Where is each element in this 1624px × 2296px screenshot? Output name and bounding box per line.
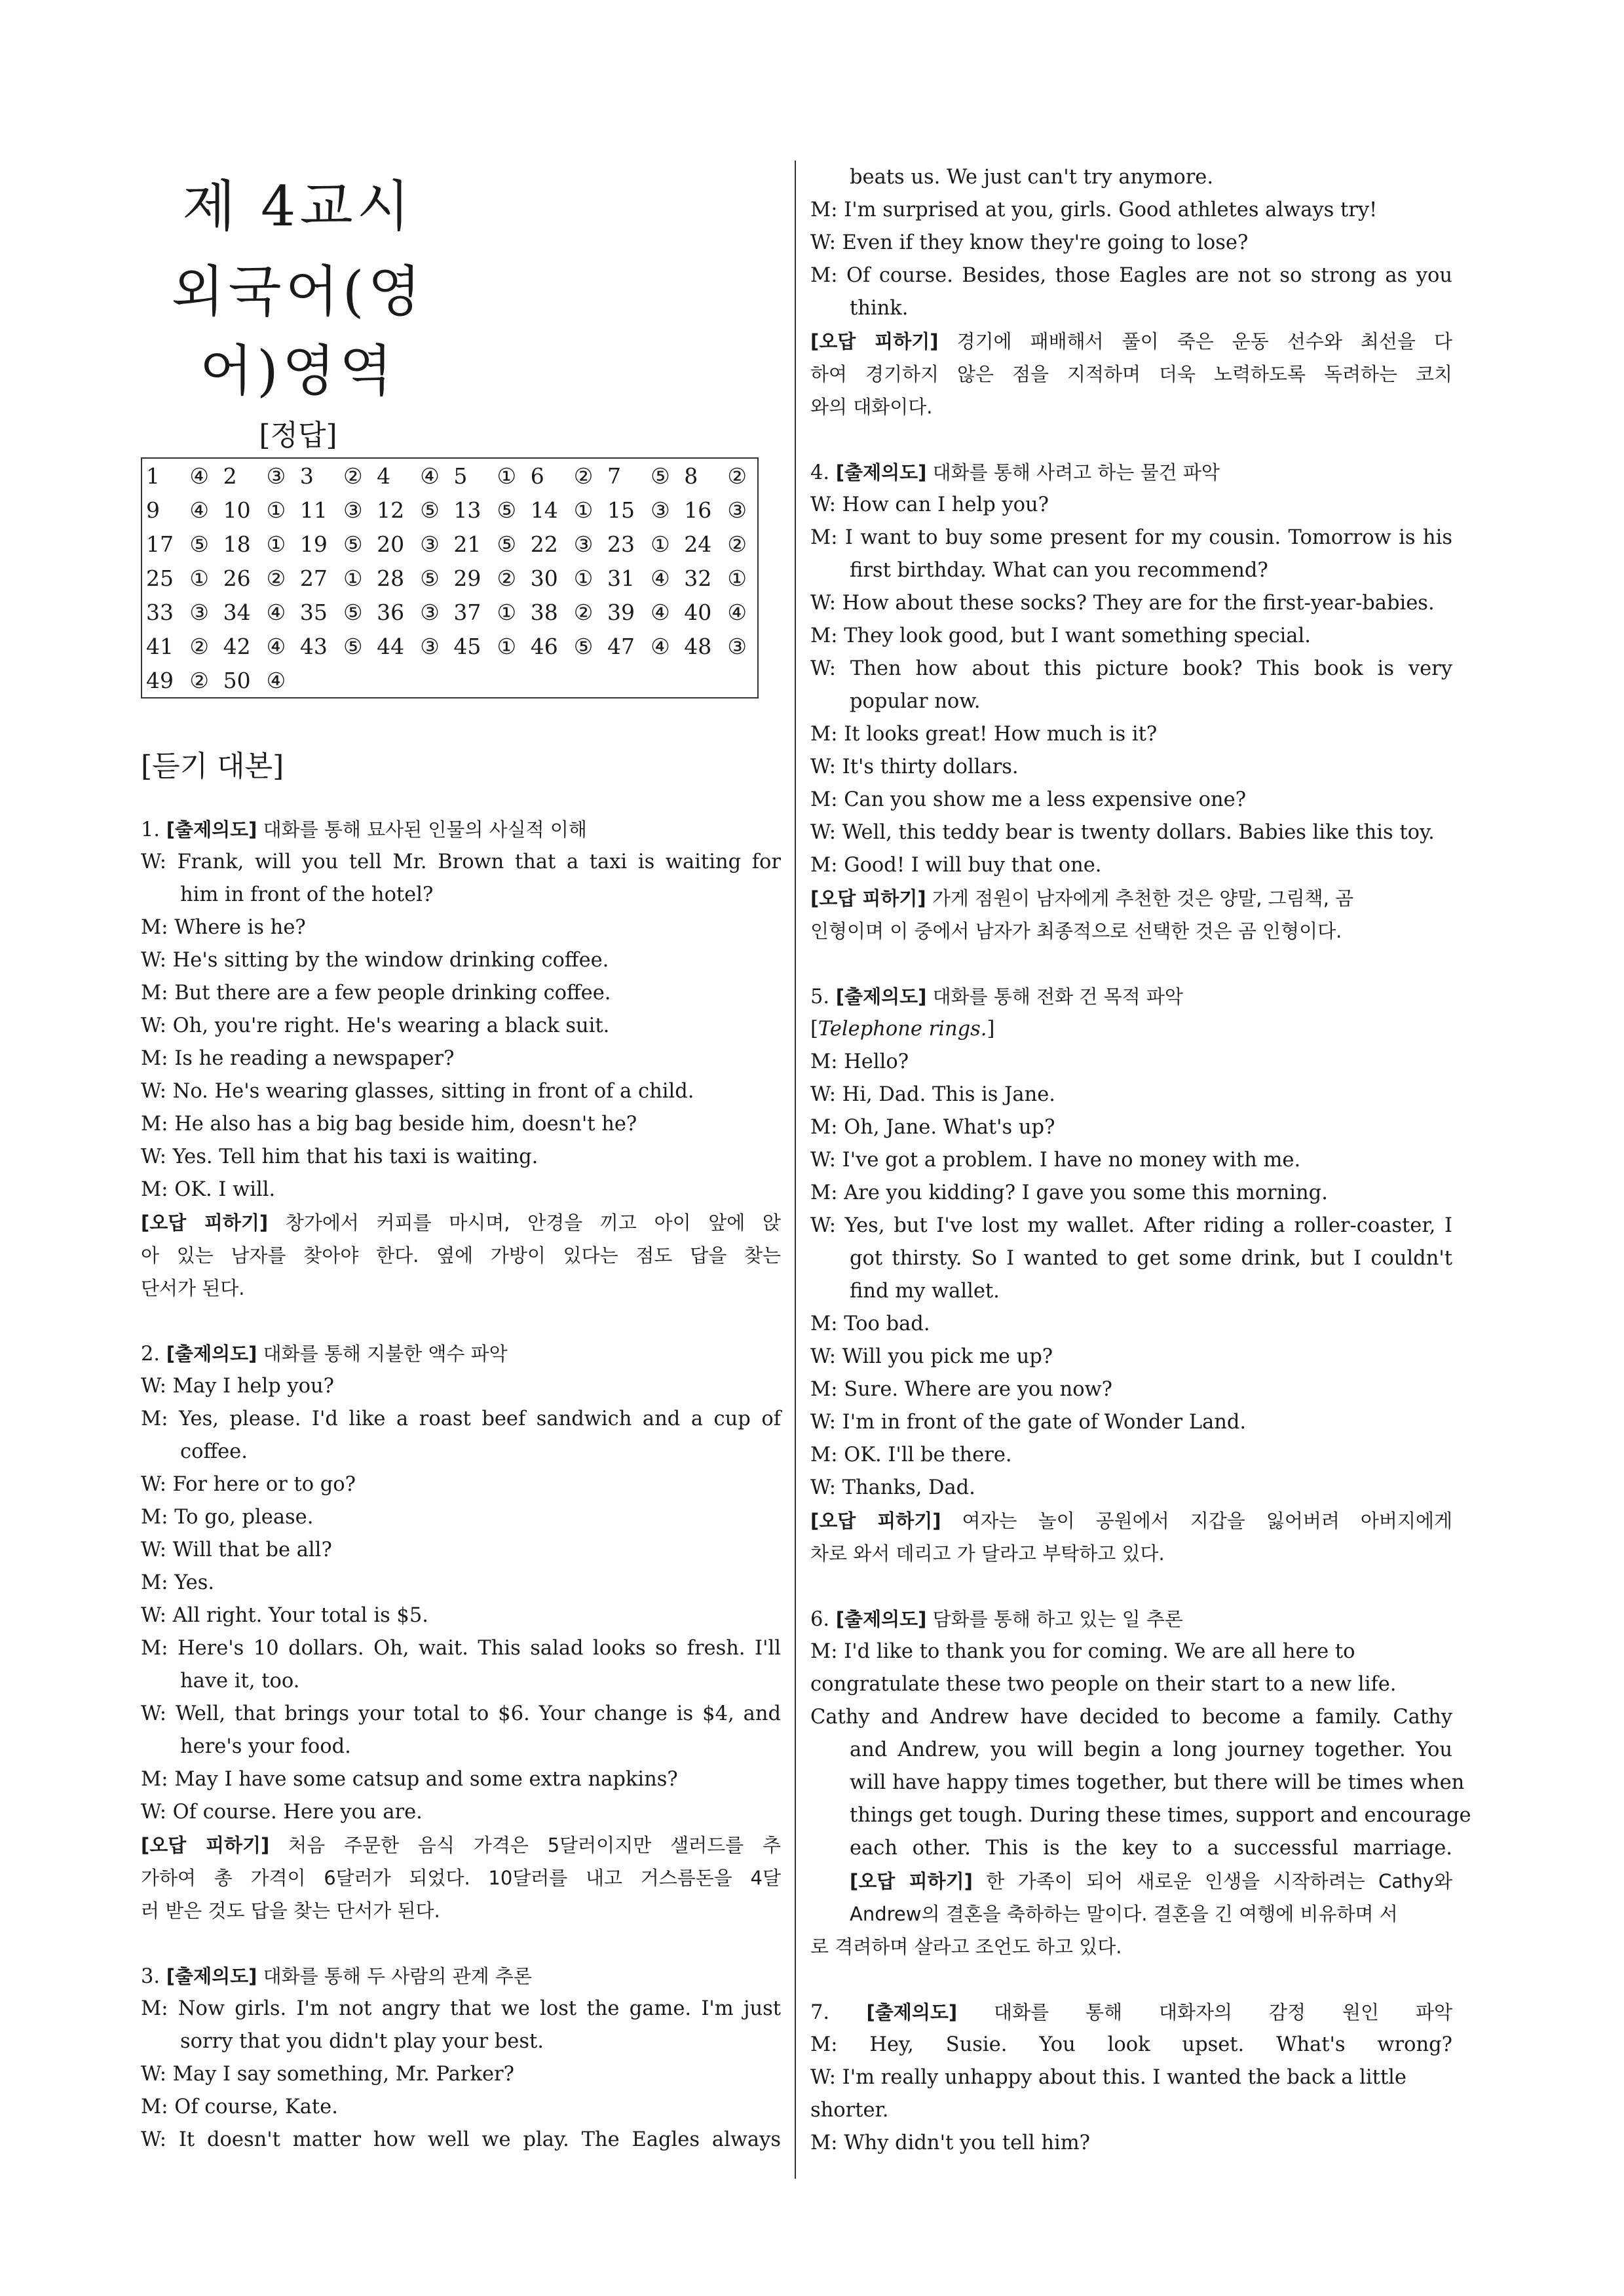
answer-row [142,663,758,698]
answer-row [142,629,758,663]
question-heading: 7. [출제의도] 대화를 통해 대화자의 감정 원인 파악 [810,2001,1452,2024]
script-line: M: Hey, Susie. You look upset. What's wrong? [810,2033,1452,2056]
question-number [373,663,417,698]
question-number: 40 [684,599,712,625]
question-number: 19 [299,531,328,557]
tag-label: [출제의도] [835,1608,927,1630]
question-number: 21 [453,531,482,557]
explanation-line: [오답 피하기] 경기에 패배해서 풀이 죽은 운동 선수와 최선을 다 [810,330,1452,353]
question-number: 22 [530,531,558,557]
question-number: 12 [377,497,405,523]
answer-choice: ② [727,531,747,557]
question-number: 50 [223,667,251,693]
answer-row [142,595,758,629]
script-line: M: Of course, Kate. [141,2095,338,2118]
answer-choice: ⑤ [343,633,363,659]
script-line: M: They look good, but I want something special. [810,624,1311,647]
script-line: W: Oh, you're right. He's wearing a black suit. [141,1014,610,1037]
question-number: 8 [684,463,698,489]
tag-label: [오답 피하기] [141,1212,269,1234]
script-line: W: Then how about this picture book? This book is very [810,657,1452,680]
question-number: 35 [299,599,328,625]
question-number: 25 [146,565,174,591]
script-line: M: Good! I will buy that one. [810,854,1102,877]
answer-choice [341,663,373,698]
answer-choice: ⑤ [420,497,440,523]
answer-choice: ④ [651,599,670,625]
script-line: M: Of course. Besides, those Eagles are not so strong as you [810,264,1452,287]
script-line: 단서가 된다. [141,1277,245,1299]
script-line: W: Well, that brings your total to $6. Your change is $4, and [141,1702,781,1725]
answer-choice: ③ [420,599,440,625]
answer-choice: ② [497,565,517,591]
script-line: each other. This is the key to a successful marriage. [850,1837,1452,1860]
answer-row [142,561,758,595]
answer-choice: ④ [266,667,286,693]
tag-label: [오답 피하기] [850,1870,973,1892]
script-line: will have happy times together, but there will be times when [850,1771,1465,1794]
answer-choice: ① [573,497,594,523]
script-line: and Andrew, you will begin a long journey together. You [850,1738,1452,1761]
script-line: M: Oh, Jane. What's up? [810,1116,1055,1139]
answer-choice: ② [189,633,209,659]
script-line: Cathy and Andrew have decided to become a family. Cathy [810,1706,1452,1729]
script-line: W: Hi, Dad. This is Jane. [810,1083,1055,1106]
answer-choice: ④ [420,463,440,489]
answer-choice: ⑤ [497,497,517,523]
script-line: 인형이며 이 중에서 남자가 최종적으로 선택한 것은 곰 인형이다. [810,920,1342,942]
answer-choice: ④ [727,599,747,625]
answer-choice: ④ [651,633,670,659]
spacer [810,1570,1452,1603]
answer-choice: ③ [727,497,747,523]
script-line: W: Thanks, Dad. [810,1476,975,1499]
answer-choice: ④ [651,565,670,591]
question-number: 6 [530,463,544,489]
script-line: M: It looks great! How much is it? [810,723,1158,746]
title-subject: 외국어(영어)영역 [171,259,425,403]
script-line: 하여 경기하지 않은 점을 지적하며 더욱 노력하도록 독려하는 코치 [810,363,1452,385]
script-line: M: Sure. Where are you now? [810,1378,1113,1401]
question-number: 38 [530,599,558,625]
spacer [141,1927,781,1960]
answer-choice: ① [497,599,517,625]
question-number: 13 [453,497,482,523]
script-line: W: I'm really unhappy about this. I wanted the back a little [810,2066,1407,2089]
script-line: W: Will that be all? [141,1539,332,1561]
tag-label: [오답 피하기] [141,1834,270,1856]
question-number [680,663,725,698]
answer-choice: ② [343,463,363,489]
script-line: [Telephone rings.] [810,1018,995,1041]
script-line: W: How about these socks? They are for the first-year-babies. [810,592,1435,615]
question-number: 45 [453,633,482,659]
answer-row [142,493,758,527]
question-number: 41 [146,633,174,659]
script-line: Andrew의 결혼을 축하하는 말이다. 결혼을 긴 여행에 비유하며 서 [850,1903,1398,1925]
answer-heading: [정답] [259,419,337,452]
question-number: 28 [377,565,405,591]
script-line: M: Hello? [810,1050,909,1073]
script-line: M: I'm surprised at you, girls. Good athletes always try! [810,199,1378,221]
script-line: M: I'd like to thank you for coming. We are all here to [810,1640,1355,1663]
answer-choice: ② [573,599,594,625]
answer-choice: ⑤ [497,531,517,557]
script-heading: [듣기 대본] [141,750,284,783]
script-line: have it, too. [180,1670,300,1693]
answer-choice: ③ [727,633,747,659]
question-heading: 5. [출제의도] 대화를 통해 전화 건 목적 파악 [810,985,1183,1008]
question-number: 47 [607,633,635,659]
script-line: coffee. [180,1440,248,1463]
answer-choice: ② [727,463,747,489]
script-line: find my wallet. [850,1280,1000,1303]
script-line: W: Frank, will you tell Mr. Brown that a taxi is waiting for [141,851,781,873]
explanation-line: [오답 피하기] 한 가족이 되어 새로운 인생을 시작하려는 Cathy와 [850,1870,1452,1892]
answer-choice: ① [651,531,670,557]
script-line: got thirsty. So I wanted to get some drink, but I couldn't [850,1247,1452,1270]
question-number: 31 [607,565,635,591]
answer-choice: ① [266,531,286,557]
explanation-line: [오답 피하기] 처음 주문한 음식 가격은 5달러이지만 샐러드를 추 [141,1834,781,1856]
answer-choice: ③ [420,531,440,557]
answer-choice: ③ [343,497,363,523]
script-line: M: Can you show me a less expensive one? [810,788,1247,811]
answer-choice [648,663,680,698]
question-number: 17 [146,531,174,557]
script-line: W: May I help you? [141,1375,335,1398]
question-number: 24 [684,531,712,557]
answer-choice: ③ [266,463,286,489]
script-line: here's your food. [180,1735,351,1758]
question-number: 29 [453,565,482,591]
question-number [603,663,648,698]
answer-choice: ⑤ [189,531,209,557]
script-line: think. [850,297,909,320]
question-number: 11 [299,497,328,523]
answer-choice: ③ [189,599,209,625]
tag-label: [오답 피하기] [810,887,926,909]
script-line: W: No. He's wearing glasses, sitting in front of a child. [141,1080,694,1103]
script-line: first birthday. What can you recommend? [850,559,1268,582]
answer-choice: ⑤ [343,599,363,625]
answer-choice: ⑤ [651,463,670,489]
title-period: 제 4교시 [182,174,414,239]
question-number: 43 [299,633,328,659]
answer-choice: ① [573,565,594,591]
script-line: W: All right. Your total is $5. [141,1604,428,1627]
question-number: 15 [607,497,635,523]
answer-choice: ① [497,633,517,659]
answer-choice: ① [727,565,747,591]
script-line: 아 있는 남자를 찾아야 한다. 옆에 가방이 있다는 점도 답을 찾는 [141,1244,781,1267]
script-line: W: Even if they know they're going to lose? [810,231,1249,254]
spacer [810,1963,1452,1996]
answer-choice: ④ [266,633,286,659]
script-line: W: I'm in front of the gate of Wonder Land. [810,1411,1247,1434]
question-number: 2 [223,463,237,489]
question-number [296,663,341,698]
question-heading: 6. [출제의도] 담화를 통해 하고 있는 일 추론 [810,1608,1183,1631]
answer-choice: ⑤ [420,565,440,591]
answer-choice: ⑤ [343,531,363,557]
spacer [141,1305,781,1337]
script-line: M: Too bad. [810,1312,930,1335]
answer-choice: ① [343,565,363,591]
answer-choice: ④ [189,497,209,523]
script-line: M: Where is he? [141,916,306,939]
tag-label: [출제의도] [835,985,927,1008]
tag-label: [오답 피하기] [810,330,939,353]
question-number: 34 [223,599,251,625]
script-line: popular now. [850,690,981,713]
question-heading: 4. [출제의도] 대화를 통해 사려고 하는 물건 파악 [810,461,1220,484]
script-line: shorter. [810,2099,889,2122]
question-number: 7 [607,463,621,489]
script-line: M: Yes. [141,1571,215,1594]
script-line: 로 격려하며 살라고 조언도 하고 있다. [810,1936,1122,1958]
script-line: W: Of course. Here you are. [141,1801,423,1824]
question-number: 23 [607,531,635,557]
question-number: 3 [299,463,314,489]
script-line: M: May I have some catsup and some extra napkins? [141,1768,678,1791]
question-number: 37 [453,599,482,625]
question-heading: 1. [출제의도] 대화를 통해 묘사된 인물의 사실적 이해 [141,818,587,841]
question-number [449,663,494,698]
script-line: W: I've got a problem. I have no money with me. [810,1149,1301,1172]
script-line: W: For here or to go? [141,1473,356,1496]
answer-choice: ⑤ [573,633,594,659]
question-number [527,663,571,698]
tag-label: [오답 피하기] [810,1510,941,1532]
script-line: 차로 와서 데리고 가 달라고 부탁하고 있다. [810,1542,1165,1565]
question-number: 39 [607,599,635,625]
answer-choice [725,663,758,698]
question-number: 32 [684,565,712,591]
answer-choice: ④ [266,599,286,625]
question-number: 16 [684,497,712,523]
question-number: 18 [223,531,251,557]
script-line: W: He's sitting by the window drinking coffee. [141,949,609,972]
answer-choice: ④ [189,463,209,489]
script-line: things get tough. During these times, support and encourage [850,1804,1471,1827]
explanation-line: [오답 피하기] 창가에서 커피를 마시며, 안경을 끼고 아이 앞에 앉 [141,1212,781,1234]
right-script-flow [810,161,1471,2160]
script-line: W: It's thirty dollars. [810,756,1019,778]
question-number: 1 [146,463,160,489]
question-heading: 3. [출제의도] 대화를 통해 두 사람의 관계 추론 [141,1965,532,1988]
answer-choice: ② [189,667,209,693]
answer-choice: ① [497,463,517,489]
script-line: 러 받은 것도 답을 찾는 단서가 된다. [141,1900,440,1922]
script-line: W: Yes. Tell him that his taxi is waiting. [141,1145,538,1168]
question-number: 10 [223,497,251,523]
answer-choice: ① [266,497,286,523]
explanation-line: [오답 피하기] 여자는 놀이 공원에서 지갑을 잃어버려 아버지에게 [810,1510,1452,1532]
answer-choice: ③ [573,531,594,557]
question-number: 20 [377,531,405,557]
answer-table [141,457,759,698]
question-number: 44 [377,633,405,659]
answer-choice: ② [573,463,594,489]
script-line: M: Yes, please. I'd like a roast beef sandwich and a cup of [141,1407,781,1430]
answer-choice [495,663,527,698]
script-line: W: How can I help you? [810,493,1049,516]
question-number: 48 [684,633,712,659]
column-divider [795,161,796,2179]
script-line: 와의 대화이다. [810,396,933,418]
left-script-flow [141,813,781,2156]
script-line: W: Well, this teddy bear is twenty dollars. Babies like this toy. [810,821,1435,844]
script-line: M: OK. I'll be there. [810,1444,1012,1466]
question-number: 33 [146,599,174,625]
script-line: M: Is he reading a newspaper? [141,1047,455,1070]
script-line: M: I want to buy some present for my cousin. Tomorrow is his [810,526,1452,549]
question-number: 5 [453,463,468,489]
question-number: 36 [377,599,405,625]
tag-label: [출제의도] [166,1343,257,1365]
question-number: 9 [146,497,160,523]
question-heading: 2. [출제의도] 대화를 통해 지불한 액수 파악 [141,1343,508,1366]
answer-row [142,527,758,561]
answer-choice: ③ [651,497,670,523]
script-line: M: He also has a big bag beside him, doesn't he? [141,1113,637,1136]
spacer [810,947,1452,980]
tag-label: [출제의도] [166,1965,257,1987]
question-number: 49 [146,667,174,693]
question-number: 30 [530,565,558,591]
script-line: M: To go, please. [141,1506,314,1529]
question-number: 42 [223,633,251,659]
answer-choice [417,663,449,698]
answer-choice: ③ [420,633,440,659]
explanation-line: [오답 피하기] 가게 점원이 남자에게 추천한 것은 양말, 그림책, 곰 [810,887,1354,909]
script-line: him in front of the hotel? [180,883,434,906]
script-line: M: But there are a few people drinking coffee. [141,982,611,1004]
tag-label: [출제의도] [866,2001,958,2023]
script-line: 가하여 총 가격이 6달러가 되었다. 10달러를 내고 거스름돈을 4달 [141,1867,781,1889]
script-line: sorry that you didn't play your best. [180,2030,544,2053]
script-line: beats us. We just can't try anymore. [850,166,1214,189]
question-number: 46 [530,633,558,659]
script-line: W: It doesn't matter how well we play. The Eagles always [141,2128,781,2151]
script-line: M: OK. I will. [141,1178,276,1201]
script-line: W: Yes, but I've lost my wallet. After riding a roller-coaster, I [810,1214,1452,1237]
script-line: W: Will you pick me up? [810,1345,1053,1368]
tag-label: [출제의도] [835,461,927,484]
answer-row [142,458,758,493]
spacer [810,423,1452,456]
question-number: 27 [299,565,328,591]
script-line: M: Here's 10 dollars. Oh, wait. This salad looks so fresh. I'll [141,1637,781,1660]
script-line: M: Now girls. I'm not angry that we lost the game. I'm just [141,1997,781,2020]
tag-label: [출제의도] [166,818,257,841]
answer-choice: ② [266,565,286,591]
question-number: 4 [377,463,391,489]
answer-choice: ① [189,565,209,591]
script-line: M: Why didn't you tell him? [810,2132,1091,2154]
question-number: 14 [530,497,558,523]
script-line: congratulate these two people on their start to a new life. [810,1673,1397,1696]
script-line: W: May I say something, Mr. Parker? [141,2063,514,2086]
question-number: 26 [223,565,251,591]
answer-choice [571,663,603,698]
script-line: M: Are you kidding? I gave you some this morning. [810,1181,1328,1204]
